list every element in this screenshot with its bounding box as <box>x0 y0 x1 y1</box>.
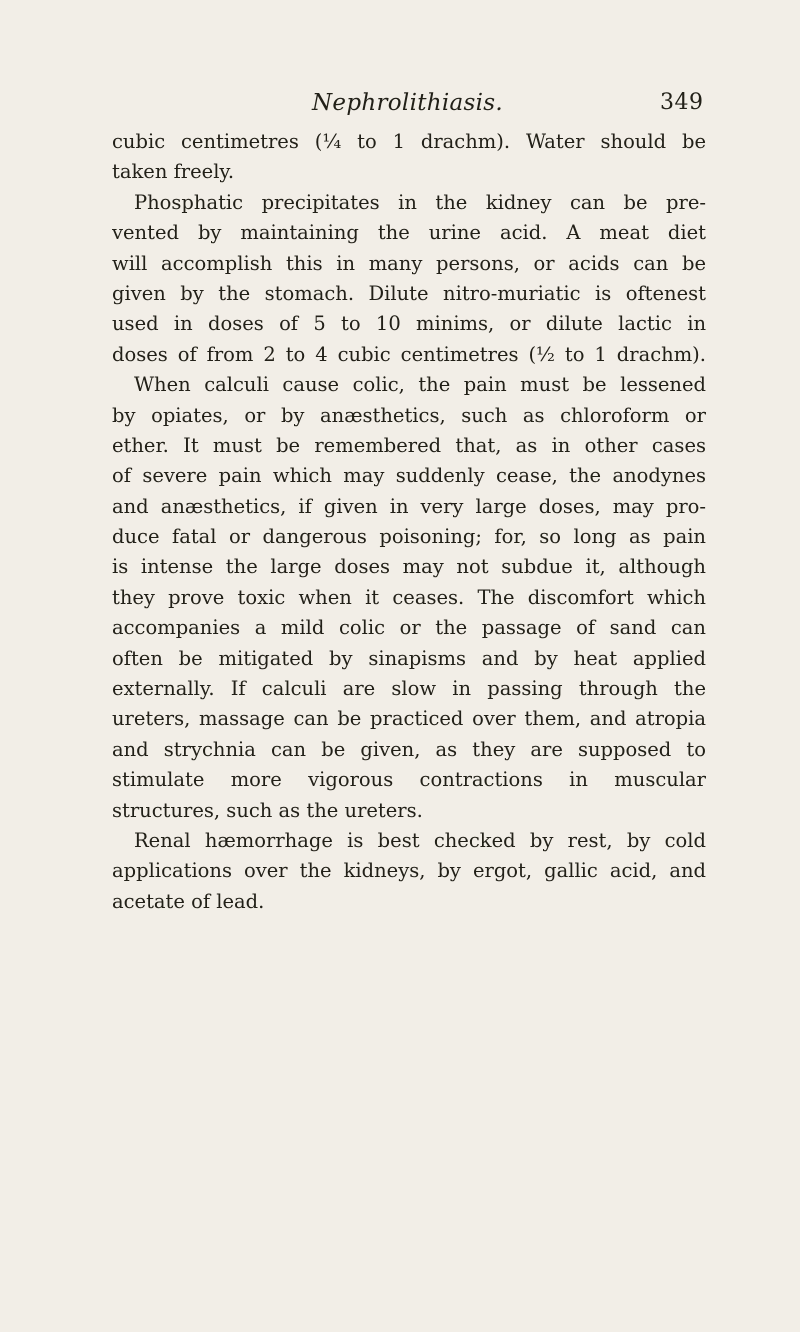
text-line: is intense the large doses may not subdue it, although <box>112 555 706 579</box>
text-line: doses of from 2 to 4 cubic centimetres (½ to 1 drachm). <box>112 342 706 366</box>
text-line: they prove toxic when it ceases. The discomfort which <box>112 585 706 609</box>
text-line: will accomplish this in many persons, or acids can be <box>112 251 706 275</box>
text-line: and strychnia can be given, as they are supposed to <box>112 737 706 761</box>
text-line: cubic centimetres (¼ to 1 drachm). Water should be <box>112 130 706 153</box>
text-line: of severe pain which may suddenly cease, the anodynes <box>112 464 706 488</box>
text-line: When calculi cause colic, the pain must be lessened <box>134 373 706 397</box>
text-line: acetate of lead. <box>112 889 265 913</box>
text-line: stimulate more vigorous contractions in muscular <box>112 768 706 792</box>
text-line: applications over the kidneys, by ergot, gallic acid, and <box>112 859 706 883</box>
text-line: externally. If calculi are slow in passing through the <box>112 677 706 701</box>
text-line: Renal hæmorrhage is best checked by rest, by cold <box>134 828 706 852</box>
text-line: duce fatal or dangerous poisoning; for, so long as pain <box>112 525 706 549</box>
body-text <box>112 127 706 917</box>
page-number: 349 <box>660 90 704 115</box>
text-line: ureters, massage can be practiced over them, and atropia <box>112 707 706 731</box>
text-line: Phosphatic precipitates in the kidney can be pre- <box>134 190 706 214</box>
text-line: structures, such as the ureters. <box>112 798 423 822</box>
page-header <box>0 84 800 124</box>
text-line: and anæsthetics, if given in very large doses, may pro- <box>112 494 706 518</box>
text-line: by opiates, or by anæsthetics, such as chloroform or <box>112 403 706 427</box>
text-line: used in doses of 5 to 10 minims, or dilute lactic in <box>112 312 706 336</box>
running-head: Nephrolithiasis. <box>312 90 504 116</box>
text-line: accompanies a mild colic or the passage of sand can <box>112 616 706 640</box>
text-line: given by the stomach. Dilute nitro-muriatic is oftenest <box>112 281 706 305</box>
text-line: vented by maintaining the urine acid. A meat diet <box>112 221 706 245</box>
text-line: taken freely. <box>112 160 235 184</box>
text-line: ether. It must be remembered that, as in other cases <box>112 433 706 457</box>
text-line: often be mitigated by sinapisms and by heat applied <box>112 646 706 670</box>
